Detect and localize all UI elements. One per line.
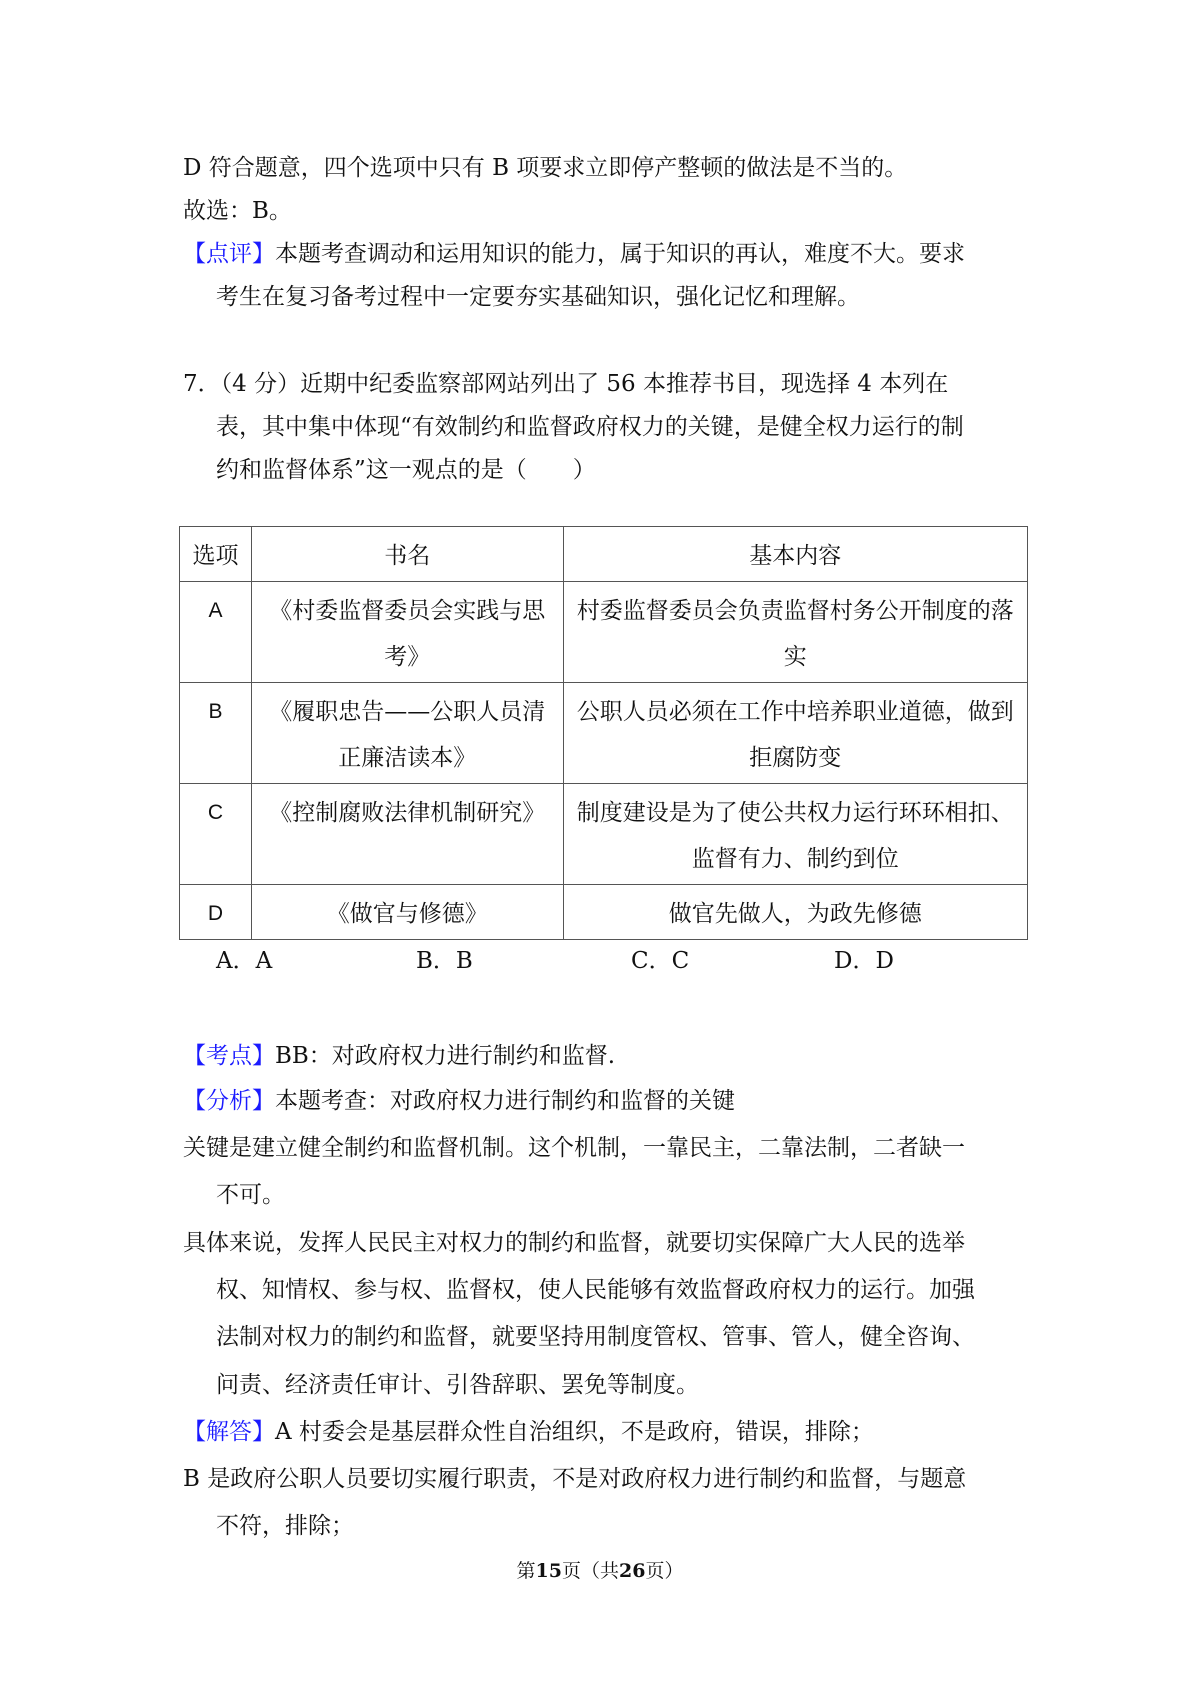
row-key: C bbox=[180, 784, 252, 885]
table-row bbox=[180, 582, 1028, 683]
table-header-key: 选项 bbox=[180, 527, 252, 582]
page-footer bbox=[0, 1559, 1200, 1583]
row-content: 村委监督委员会负责监督村务公开制度的落实 bbox=[563, 582, 1027, 683]
fenxi-line-6: 法制对权力的制约和监督，就要坚持用制度管权、管事、管人，健全咨询、 bbox=[216, 1324, 975, 1350]
row-content: 公职人员必须在工作中培养职业道德，做到拒腐防变 bbox=[563, 683, 1027, 784]
question-line-2: 表，其中集中体现“有效制约和监督政府权力的关键，是健全权力运行的制 bbox=[216, 414, 964, 440]
choice-b: B．B bbox=[416, 948, 473, 974]
fenxi-line-1 bbox=[183, 1086, 735, 1116]
row-key: D bbox=[180, 885, 252, 940]
prev-answer-line-2: 故选：B。 bbox=[183, 198, 292, 224]
question-line-1: 7．（4 分）近期中纪委监察部网站列出了 56 本推荐书目，现选择 4 本列在 bbox=[183, 371, 949, 397]
jieda-line-3: 不符，排除； bbox=[216, 1513, 354, 1539]
row-key: B bbox=[180, 683, 252, 784]
footer-page-number: 15 bbox=[535, 1560, 562, 1582]
choice-c: C．C bbox=[631, 948, 690, 974]
jieda-line-2: B 是政府公职人员要切实履行职责，不是对政府权力进行制约和监督，与题意 bbox=[183, 1466, 967, 1492]
comment-line-2: 考生在复习备考过程中一定要夯实基础知识，强化记忆和理解。 bbox=[216, 284, 860, 310]
question-line-3: 约和监督体系”这一观点的是（ ） bbox=[216, 457, 596, 483]
footer-mid: 页（共 bbox=[561, 1560, 619, 1582]
row-book: 《做官与修德》 bbox=[251, 885, 563, 940]
footer-suffix: 页） bbox=[645, 1560, 684, 1582]
options-table bbox=[179, 526, 1028, 940]
jieda-line-1 bbox=[183, 1417, 874, 1447]
kaodian-line bbox=[183, 1041, 615, 1071]
kaodian-tag: 【考点】 bbox=[183, 1043, 275, 1069]
kaodian-text: BB：对政府权力进行制约和监督. bbox=[275, 1043, 616, 1069]
choice-a: A．A bbox=[216, 948, 273, 974]
fenxi-text: 本题考查：对政府权力进行制约和监督的关键 bbox=[275, 1088, 735, 1114]
row-content: 制度建设是为了使公共权力运行环环相扣、监督有力、制约到位 bbox=[563, 784, 1027, 885]
table-row bbox=[180, 885, 1028, 940]
table-row bbox=[180, 784, 1028, 885]
fenxi-line-5: 权、知情权、参与权、监督权，使人民能够有效监督政府权力的运行。加强 bbox=[216, 1277, 975, 1303]
row-key: A bbox=[180, 582, 252, 683]
comment-text: 本题考查调动和运用知识的能力，属于知识的再认，难度不大。要求 bbox=[275, 241, 965, 267]
footer-total-pages: 26 bbox=[619, 1560, 646, 1582]
jieda-tag: 【解答】 bbox=[183, 1419, 275, 1445]
table-header-row bbox=[180, 527, 1028, 582]
table-header-book: 书名 bbox=[251, 527, 563, 582]
fenxi-line-7: 问责、经济责任审计、引咎辞职、罢免等制度。 bbox=[216, 1372, 699, 1398]
fenxi-tag: 【分析】 bbox=[183, 1088, 275, 1114]
jieda-text: A 村委会是基层群众性自治组织，不是政府，错误，排除； bbox=[275, 1419, 874, 1445]
prev-answer-line-1: D 符合题意，四个选项中只有 B 项要求立即停产整顿的做法是不当的。 bbox=[183, 155, 908, 181]
choice-d: D．D bbox=[834, 948, 894, 974]
footer-prefix: 第 bbox=[516, 1560, 536, 1582]
table-header-content: 基本内容 bbox=[563, 527, 1027, 582]
fenxi-line-4: 具体来说，发挥人民民主对权力的制约和监督，就要切实保障广大人民的选举 bbox=[183, 1230, 965, 1256]
table-row bbox=[180, 683, 1028, 784]
row-content: 做官先做人，为政先修德 bbox=[563, 885, 1027, 940]
row-book: 《控制腐败法律机制研究》 bbox=[251, 784, 563, 885]
fenxi-line-2: 关键是建立健全制约和监督机制。这个机制，一靠民主，二靠法制，二者缺一 bbox=[183, 1135, 965, 1161]
row-book: 《村委监督委员会实践与思考》 bbox=[251, 582, 563, 683]
fenxi-line-3: 不可。 bbox=[216, 1182, 285, 1208]
comment-line-1 bbox=[183, 239, 965, 269]
row-book: 《履职忠告——公职人员清正廉洁读本》 bbox=[251, 683, 563, 784]
comment-tag: 【点评】 bbox=[183, 241, 275, 267]
